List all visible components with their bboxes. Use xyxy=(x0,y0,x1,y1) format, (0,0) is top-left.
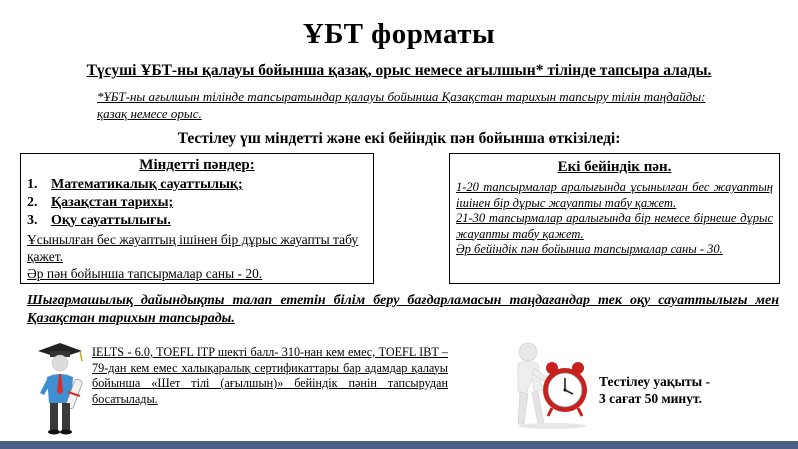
subject-item xyxy=(27,176,367,194)
mandatory-task-count: Әр пән бойынша тапсырмалар саны - 20. xyxy=(27,266,263,281)
subject-item xyxy=(27,212,367,230)
subject-number: 2. xyxy=(27,195,38,210)
english-footnote: *ҰБТ-ны ағылшын тілінде тапсыратындар қалауы бойынша Қазақстан тарихын тапсыру тілін таңдайды: қазақ немесе орыс. xyxy=(97,89,706,121)
subject-number: 3. xyxy=(27,213,38,228)
page-title: ҰБТ форматы xyxy=(302,18,496,50)
mandatory-subjects-box xyxy=(20,153,374,284)
subjects-heading: Тестілеу үш міндетті және екі бейіндік пән бойынша өткізіледі: xyxy=(177,130,621,147)
creative-programs-note: Шығармашылық дайындықты талап ететін білім беру бағдарламасын таңдағандар тек оқу сауаттылығы мен Қазақстан тарихын тапсырады. xyxy=(27,293,779,326)
bottom-accent-bar xyxy=(0,441,798,449)
subject-label: Қазақстан тарихы; xyxy=(51,195,174,210)
mandatory-answer-rule: Ұсынылған бес жауаптың ішінен бір дұрыс жауапты табу қажет. xyxy=(27,232,359,264)
subject-label: Оқу сауаттылығы. xyxy=(51,213,171,228)
subject-item xyxy=(27,194,367,212)
test-duration-value: 3 сағат 50 минут. xyxy=(599,391,702,406)
alarm-clock-icon xyxy=(512,338,590,430)
subject-label: Математикалық сауаттылық; xyxy=(51,177,243,192)
ielts-exemption-note: IELTS - 6.0, TOEFL ITP шекті балл- 310-нан кем емес, TOEFL IBT – 79-дан кем емес халықаралық сертификаттары бар адамдар қалауы бойынша «Шет тілі (ағылшын)» бейіндік пәнін тапсырудан босатылады. xyxy=(92,345,448,406)
graduate-student-icon xyxy=(30,337,90,437)
mandatory-subject-list xyxy=(27,176,367,230)
profile-rule-1-20: 1-20 тапсырмалар аралығында ұсынылған бес жауаптың ішінен бір дұрыс жауапты табу қажет. xyxy=(456,180,773,210)
language-subtitle: Түсуші ҰБТ-ны қалауы бойынша қазақ, орыс немесе ағылшын* тілінде тапсыра алады. xyxy=(86,62,712,79)
profile-task-count: Әр бейіндік пән бойынша тапсырмалар саны - 30. xyxy=(456,242,723,256)
profile-rule-21-30: 21-30 тапсырмалар аралығында бір немесе бірнеше дұрыс жауапты табу қажет. xyxy=(456,211,773,241)
profile-title: Екі бейіндік пән. xyxy=(557,159,672,175)
subject-number: 1. xyxy=(27,177,38,192)
test-duration-label: Тестілеу уақыты - xyxy=(599,374,711,389)
profile-subjects-box xyxy=(449,153,780,284)
mandatory-title: Міндетті пәндер: xyxy=(139,157,255,173)
test-duration xyxy=(599,373,759,407)
